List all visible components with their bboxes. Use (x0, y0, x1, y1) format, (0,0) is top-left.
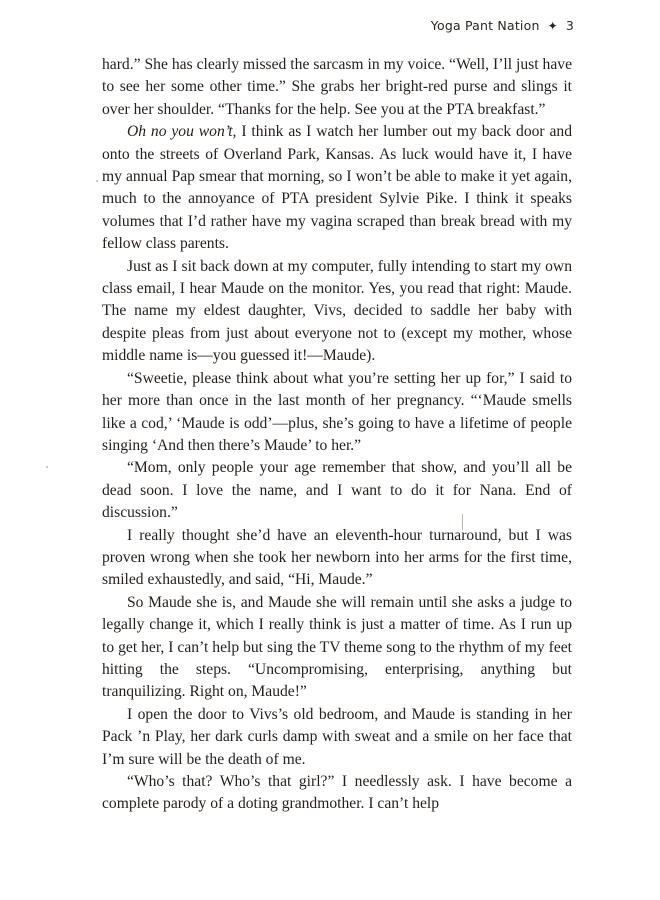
italic-lead: Oh no you won’t, (127, 123, 237, 141)
body-text (102, 54, 572, 816)
paragraph: I really thought she’d have an eleventh-hour turnaround, but I was proven wrong when she took her newborn into her arms for the first time, smiled exhaustedly, and said, “Hi, Maude.” (102, 526, 572, 589)
paragraph: Just as I sit back down at my computer, fully intending to start my own class email, I hear Maude on the monitor. Yes, you read that right: Maude. The name my eldest daughter, Vivs, decided to saddle her baby with despite pleas from just about everyone not to (except my mother, whose middle name is—you guessed it!—Maude). (102, 257, 572, 365)
paragraph: I open the door to Vivs’s old bedroom, and Maude is standing in her Pack ’n Play, her dark curls damp with sweat and a smile on her face that I’m sure will be the death of me. (102, 705, 572, 768)
ornament-icon: ✦ (547, 19, 558, 33)
scan-mark (96, 180, 98, 182)
scan-mark (46, 466, 48, 468)
page-number: 3 (565, 18, 574, 33)
paragraph: So Maude she is, and Maude she will remain until she asks a judge to legally change it, which I really think is just a matter of time. As I run up to get her, I can’t help but sing the TV theme song to the rhythm of my feet hitting the steps. “Uncompromising, enterprising, anything but tranquilizing. Right on, Maude!” (102, 593, 572, 701)
paragraph: hard.” She has clearly missed the sarcasm in my voice. “Well, I’ll just have to see her some other time.” She grabs her bright-red purse and slings it over her shoulder. “Thanks for the help. See you at the PTA breakfast.” (102, 56, 572, 118)
paragraph: “Who’s that? Who’s that girl?” I needlessly ask. I have become a complete parody of a doting grandmother. I can’t help (102, 773, 572, 813)
paragraph: Oh no you won’t, I think as I watch her lumber out my back door and onto the streets of Overland Park, Kansas. As luck would have it, I have my annual Pap smear that morning, so I won’t be able to make it yet again, much to the annoyance of PTA president Sylvie Pike. I think it speaks volumes that I’d rather have my vagina scraped than break bread with my fellow class parents. (102, 123, 572, 253)
paragraph: “Mom, only people your age remember that show, and you’ll all be dead soon. I love the name, and I want to do it for Nana. End of discussion.” (102, 459, 572, 522)
paragraph: “Sweetie, please think about what you’re setting her up for,” I said to her more than once in the last month of her pregnancy. “‘Maude smells like a cod,’ ‘Maude is odd’—plus, she’s going to have a lifetime of people singing ‘And then there’s Maude’ to her.” (102, 369, 572, 454)
running-head (431, 18, 574, 33)
book-title: Yoga Pant Nation (430, 18, 540, 33)
